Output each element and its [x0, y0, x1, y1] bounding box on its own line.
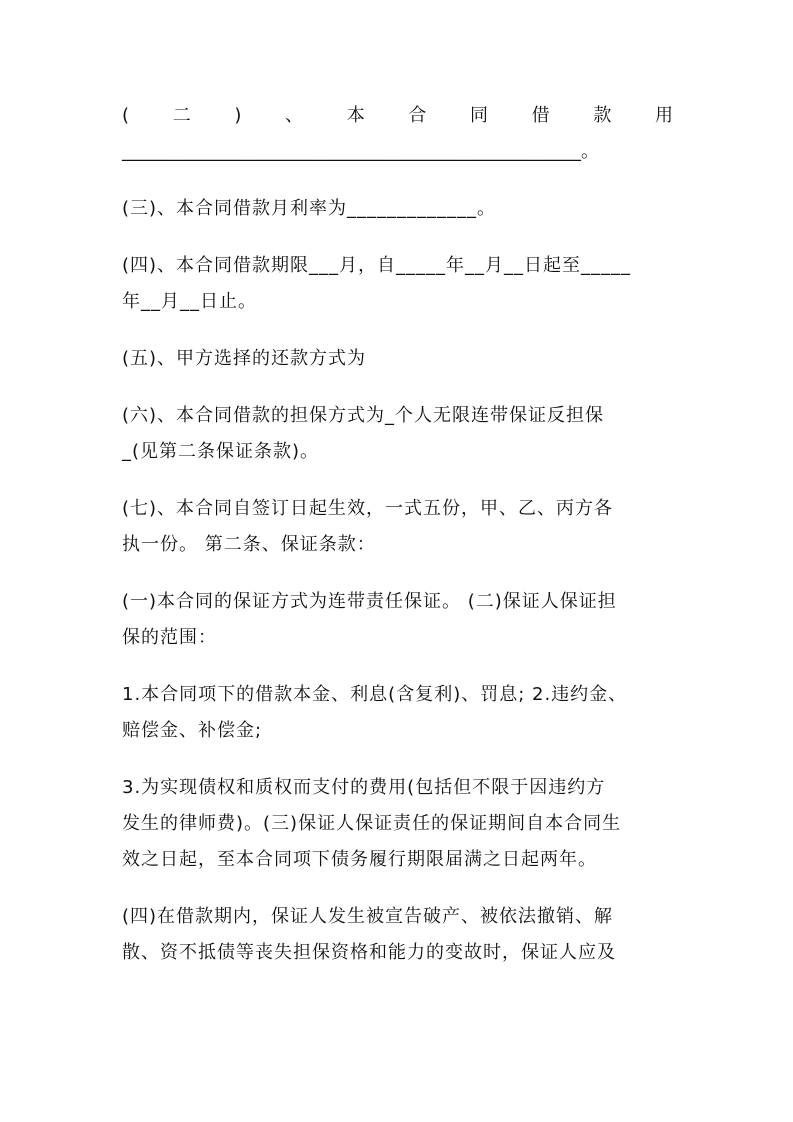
clause-loan-term	[122, 248, 674, 320]
char: 、	[285, 105, 305, 126]
clause-guarantee-method	[122, 398, 674, 470]
clause-effective-date-line1: (七)、本合同自签订日起生效，一式五份，甲、乙、丙方各	[122, 498, 614, 519]
clause-loan-term-line2: 年__月__日止。	[122, 291, 257, 312]
clause-guarantee-scope-3-line3: 效之日起，至本合同项下债务履行期限届满之日起两年。	[122, 849, 597, 870]
clause-guarantee-type-line1: (一)本合同的保证方式为连带责任保证。 (二)保证人保证担	[122, 591, 617, 612]
clause-guarantee-scope-1-2	[122, 677, 674, 749]
clause-guarantee-method-line1: (六)、本合同借款的担保方式为_个人无限连带保证反担保	[122, 405, 605, 426]
document-body	[122, 98, 674, 992]
clause-effective-date	[122, 491, 674, 563]
clause-guarantee-scope-3-line2: 发生的律师费)。(三)保证人保证责任的保证期间自本合同生	[122, 813, 622, 834]
char: 同	[470, 105, 489, 126]
clause-monthly-rate	[122, 191, 674, 227]
clause-guarantee-method-line2: _(见第二条保证条款)。	[122, 441, 320, 462]
clause-loan-purpose-line1	[122, 98, 674, 134]
clause-guarantee-type-line2: 保的范围：	[122, 627, 217, 648]
clause-loan-purpose	[122, 98, 674, 170]
char: 合	[408, 105, 428, 126]
clause-loan-term-line1: (四)、本合同借款期限___月，自_____年__月__日起至_____	[122, 255, 632, 276]
char: (	[122, 105, 131, 126]
clause-repayment-method-text: (五)、甲方选择的还款方式为	[122, 348, 367, 369]
clause-guarantee-scope-1-2-line1: 1.本合同项下的借款本金、利息(含复利)、罚息; 2.违约金、	[122, 684, 628, 705]
clause-effective-date-line2: 执一份。 第二条、保证条款：	[122, 534, 376, 555]
clause-guarantee-scope-3	[122, 770, 674, 878]
clause-guarantee-scope-1-2-line2: 赔偿金、补偿金;	[122, 720, 263, 741]
clause-monthly-rate-text: (三)、本合同借款月利率为_____________。	[122, 198, 497, 219]
clause-loan-purpose-blank: ___________________________________________________。	[122, 141, 599, 162]
clause-guarantor-change-line2: 散、资不抵债等丧失担保资格和能力的变故时，保证人应及	[122, 942, 616, 963]
char: 用	[654, 105, 674, 126]
char: )	[234, 105, 243, 126]
clause-guarantee-scope-3-line1: 3.为实现债权和质权而支付的费用(包括但不限于因违约方	[122, 777, 606, 798]
char: 本	[346, 105, 366, 126]
char: 款	[593, 105, 613, 126]
clause-guarantor-change	[122, 899, 674, 971]
clause-guarantor-change-line1: (四)在借款期内，保证人发生被宣告破产、被依法撤销、解	[122, 906, 614, 927]
clause-repayment-method	[122, 341, 674, 377]
char: 借	[531, 105, 551, 126]
clause-guarantee-type	[122, 584, 674, 656]
char: 二	[172, 105, 192, 126]
